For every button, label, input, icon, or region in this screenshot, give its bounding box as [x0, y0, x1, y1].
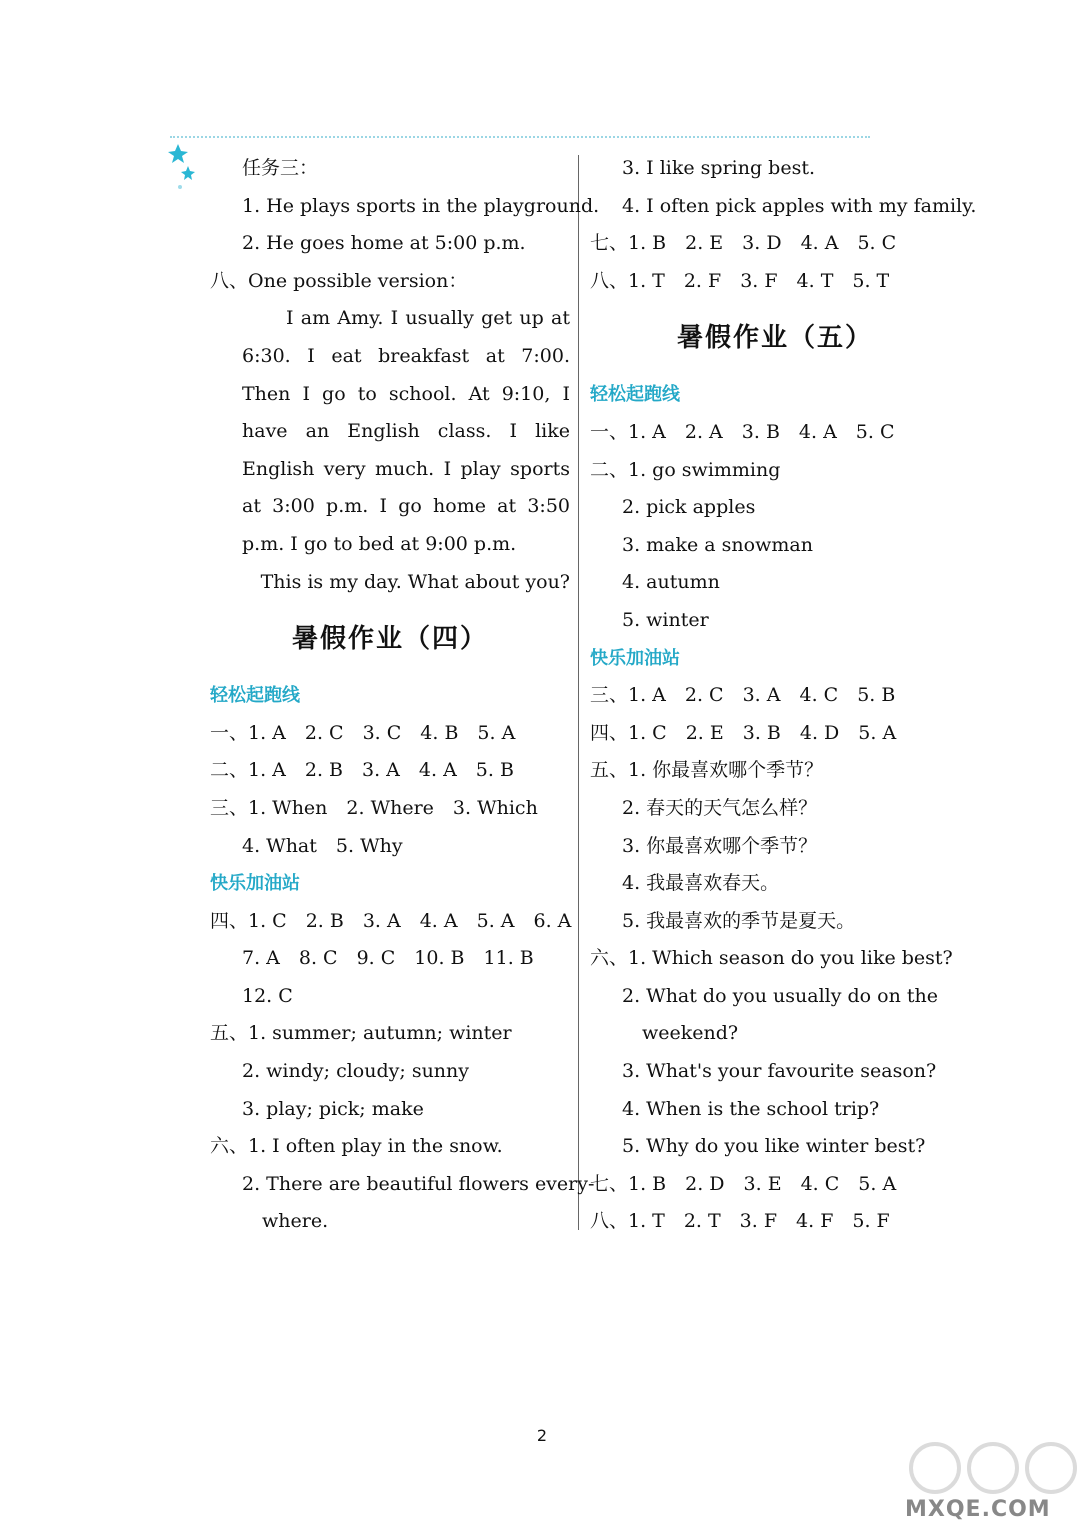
answer-line: 五、1. 你最喜欢哪个季节？	[590, 759, 824, 782]
essay-closing: This is my day. What about you?	[260, 570, 570, 593]
page-number: 2	[536, 1426, 548, 1445]
subsection-title: 轻松起跑线	[210, 685, 300, 707]
subsection-title: 轻松起跑线	[590, 384, 680, 406]
section-heading: 暑假作业（四）	[291, 624, 488, 655]
watermark-text: MXQE.COM	[905, 1497, 1051, 1522]
answer-line: 3. make a snowman	[622, 533, 813, 556]
answer-line: 一、1. A 2. A 3. B 4. A 5. C	[590, 420, 895, 443]
answer-line: 4. I often pick apples with my family.	[622, 194, 977, 217]
answer-line: 四、1. C 2. E 3. B 4. D 5. A	[590, 721, 897, 744]
answer-line: 2. pick apples	[622, 496, 756, 519]
star-decoration-icon	[166, 140, 206, 200]
answer-line: 1. He plays sports in the playground.	[242, 194, 600, 217]
answer-line: 2. 春天的天气怎么样？	[622, 796, 818, 819]
left-column	[210, 150, 600, 1241]
answer-line: 一、1. A 2. C 3. C 4. B 5. A	[210, 721, 516, 744]
answer-line: 六、1. Which season do you like best?	[590, 947, 953, 970]
answer-line: weekend?	[642, 1022, 739, 1045]
answer-line: 八、1. T 2. T 3. F 4. F 5. F	[590, 1210, 890, 1233]
answer-line: 3. What's your favourite season?	[622, 1060, 937, 1083]
answer-line: 4. When is the school trip?	[622, 1097, 880, 1120]
answer-line: 五、1. summer; autumn; winter	[210, 1022, 512, 1045]
answer-line: 3. I like spring best.	[622, 157, 816, 179]
section-heading: 暑假作业（五）	[676, 323, 873, 354]
answer-line: 5. 我最喜欢的季节是夏天。	[622, 909, 856, 932]
answer-line: 八、1. T 2. F 3. F 4. T 5. T	[590, 269, 890, 292]
answer-line: 2. There are beautiful flowers every-	[242, 1172, 595, 1195]
answer-line: 七、1. B 2. D 3. E 4. C 5. A	[590, 1172, 897, 1195]
answer-line: 7. A 8. C 9. C 10. B 11. B	[242, 947, 534, 970]
answer-line: 5. winter	[622, 608, 709, 631]
answer-line: 3. 你最喜欢哪个季节？	[622, 834, 818, 857]
answer-line: 2. He goes home at 5:00 p.m.	[242, 232, 526, 255]
answer-line: 4. What 5. Why	[242, 834, 403, 857]
column-divider	[578, 155, 579, 1230]
answer-line: 12. C	[242, 984, 293, 1007]
sample-essay: I am Amy. I usually get up at 6:30. I eat breakfast at 7:00. Then I go to school. At 9:10, I have an English class. I like English very much. I play sports at 3:00 p.m. I go home at 3:50 p.m. I go to bed at 9:00 p.m.	[242, 307, 570, 555]
answer-line: 三、1. When 2. Where 3. Which	[210, 796, 538, 819]
header-dotted-line	[170, 136, 870, 138]
answer-line: 三、1. A 2. C 3. A 4. C 5. B	[590, 684, 896, 707]
subsection-title: 快乐加油站	[590, 647, 680, 669]
answer-line: 2. windy; cloudy; sunny	[242, 1060, 470, 1083]
answer-line: where.	[262, 1210, 329, 1233]
right-column	[590, 150, 977, 1241]
answer-line: 八、One possible version：	[210, 269, 468, 292]
answer-line: 5. Why do you like winter best?	[622, 1135, 926, 1158]
answer-line: 2. What do you usually do on the	[622, 984, 938, 1007]
answer-line: 3. play; pick; make	[242, 1097, 424, 1120]
answer-line: 四、1. C 2. B 3. A 4. A 5. A 6. A	[210, 909, 572, 932]
answer-line: 任务三：	[242, 157, 319, 179]
answer-line: 4. autumn	[622, 571, 720, 594]
answer-line: 二、1. go swimming	[590, 458, 781, 481]
answer-line: 六、1. I often play in the snow.	[210, 1135, 503, 1158]
answer-line: 4. 我最喜欢春天。	[622, 872, 780, 895]
answer-line: 二、1. A 2. B 3. A 4. A 5. B	[210, 759, 514, 782]
answer-line: 七、1. B 2. E 3. D 4. A 5. C	[590, 232, 897, 255]
subsection-title: 快乐加油站	[210, 873, 300, 895]
